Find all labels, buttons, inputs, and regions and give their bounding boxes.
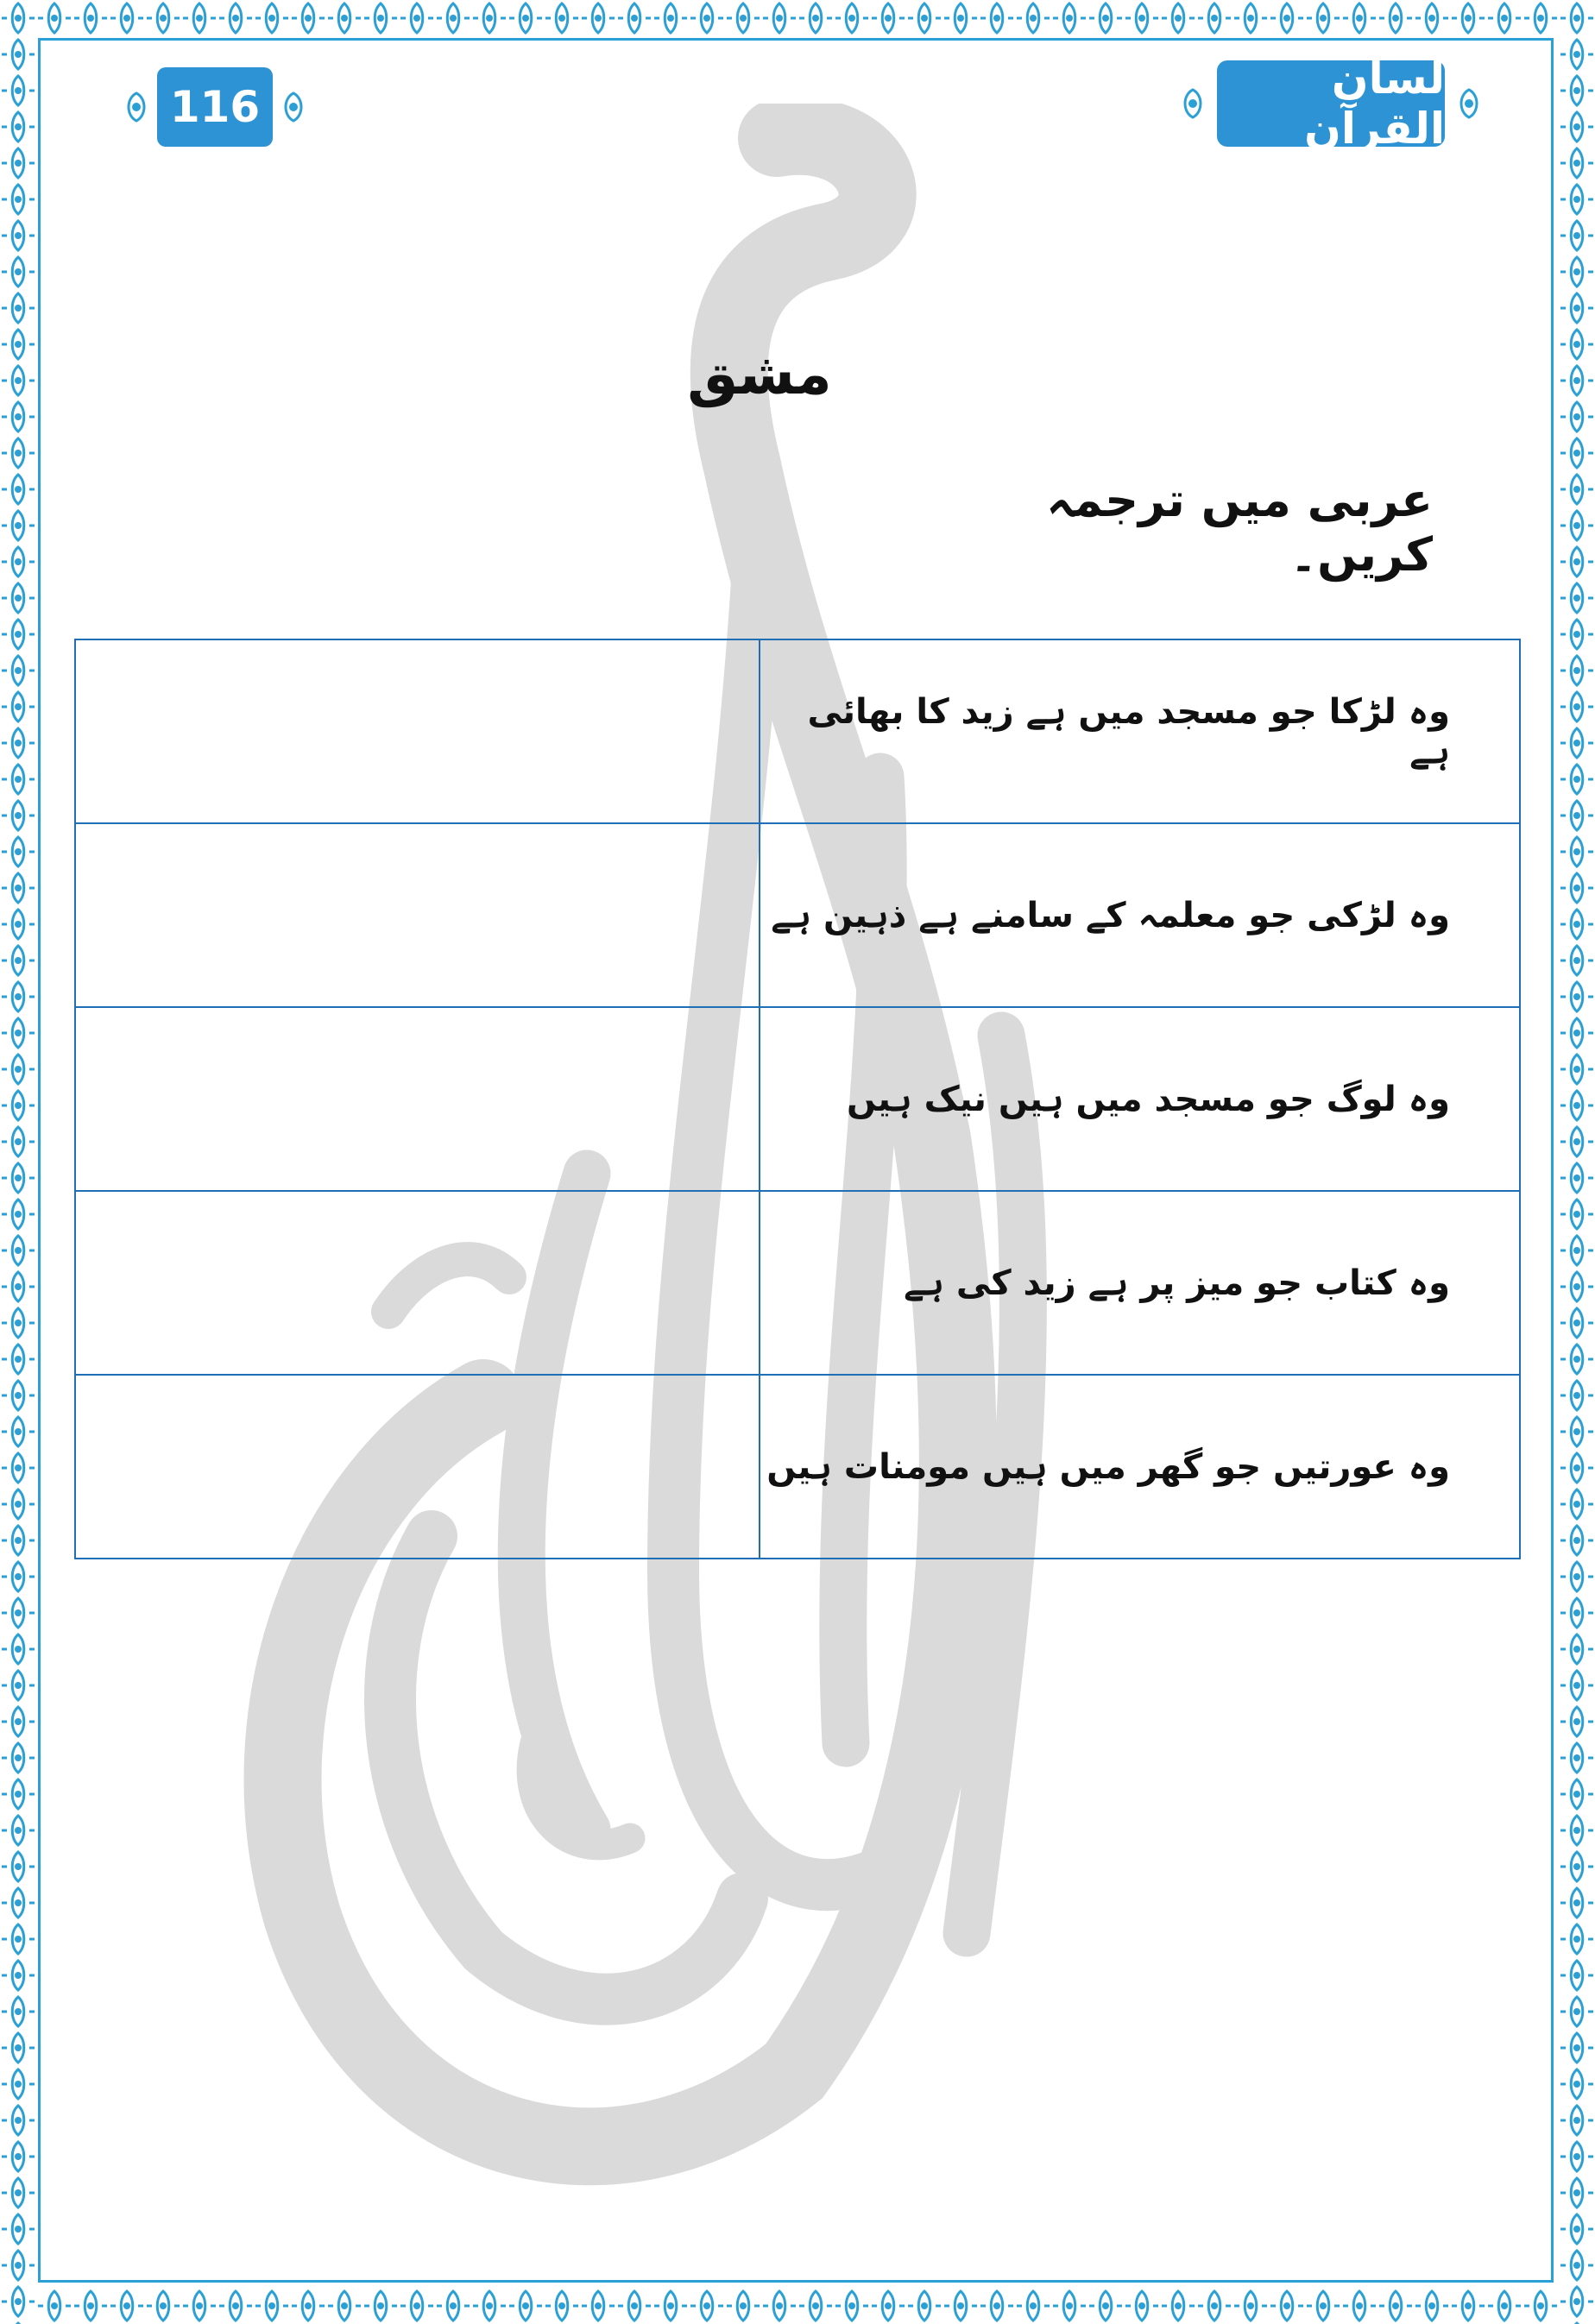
ornamental-border-left [0,0,36,2324]
table-row [75,639,1520,823]
floral-ornament-icon [119,90,154,124]
answer-cell[interactable] [75,823,760,1007]
floral-ornament-icon [276,90,311,124]
answer-cell[interactable] [75,1007,760,1191]
table-row [75,1191,1520,1375]
ornamental-border-right [1559,0,1595,2324]
page-number: 116 [157,67,273,147]
ornamental-border-top [0,0,1595,36]
table-row [75,1375,1520,1559]
answer-cell[interactable] [75,639,760,823]
floral-ornament-icon [1452,86,1486,121]
exercise-table [74,639,1521,1559]
table-row [75,1007,1520,1191]
exercise-instruction: عربی میں ترجمہ کریں۔ [1046,473,1433,582]
book-title-badge [1176,54,1486,154]
exercise-title: مشق [687,341,832,407]
urdu-sentence: وہ لوگ جو مسجد میں ہیں نیک ہیں [760,1007,1520,1191]
answer-cell[interactable] [75,1191,760,1375]
urdu-sentence: وہ لڑکا جو مسجد میں ہے زید کا بھائی ہے [760,639,1520,823]
answer-cell[interactable] [75,1375,760,1559]
table-row [75,823,1520,1007]
book-title: لسان القرآن [1217,60,1445,147]
urdu-sentence: وہ لڑکی جو معلمہ کے سامنے ہے ذہین ہے [760,823,1520,1007]
floral-ornament-icon [1176,86,1210,121]
urdu-sentence: وہ عورتیں جو گھر میں ہیں مومنات ہیں [760,1375,1520,1559]
ornamental-border-bottom [0,2288,1595,2324]
page-number-badge [119,67,311,147]
urdu-sentence: وہ کتاب جو میز پر ہے زید کی ہے [760,1191,1520,1375]
